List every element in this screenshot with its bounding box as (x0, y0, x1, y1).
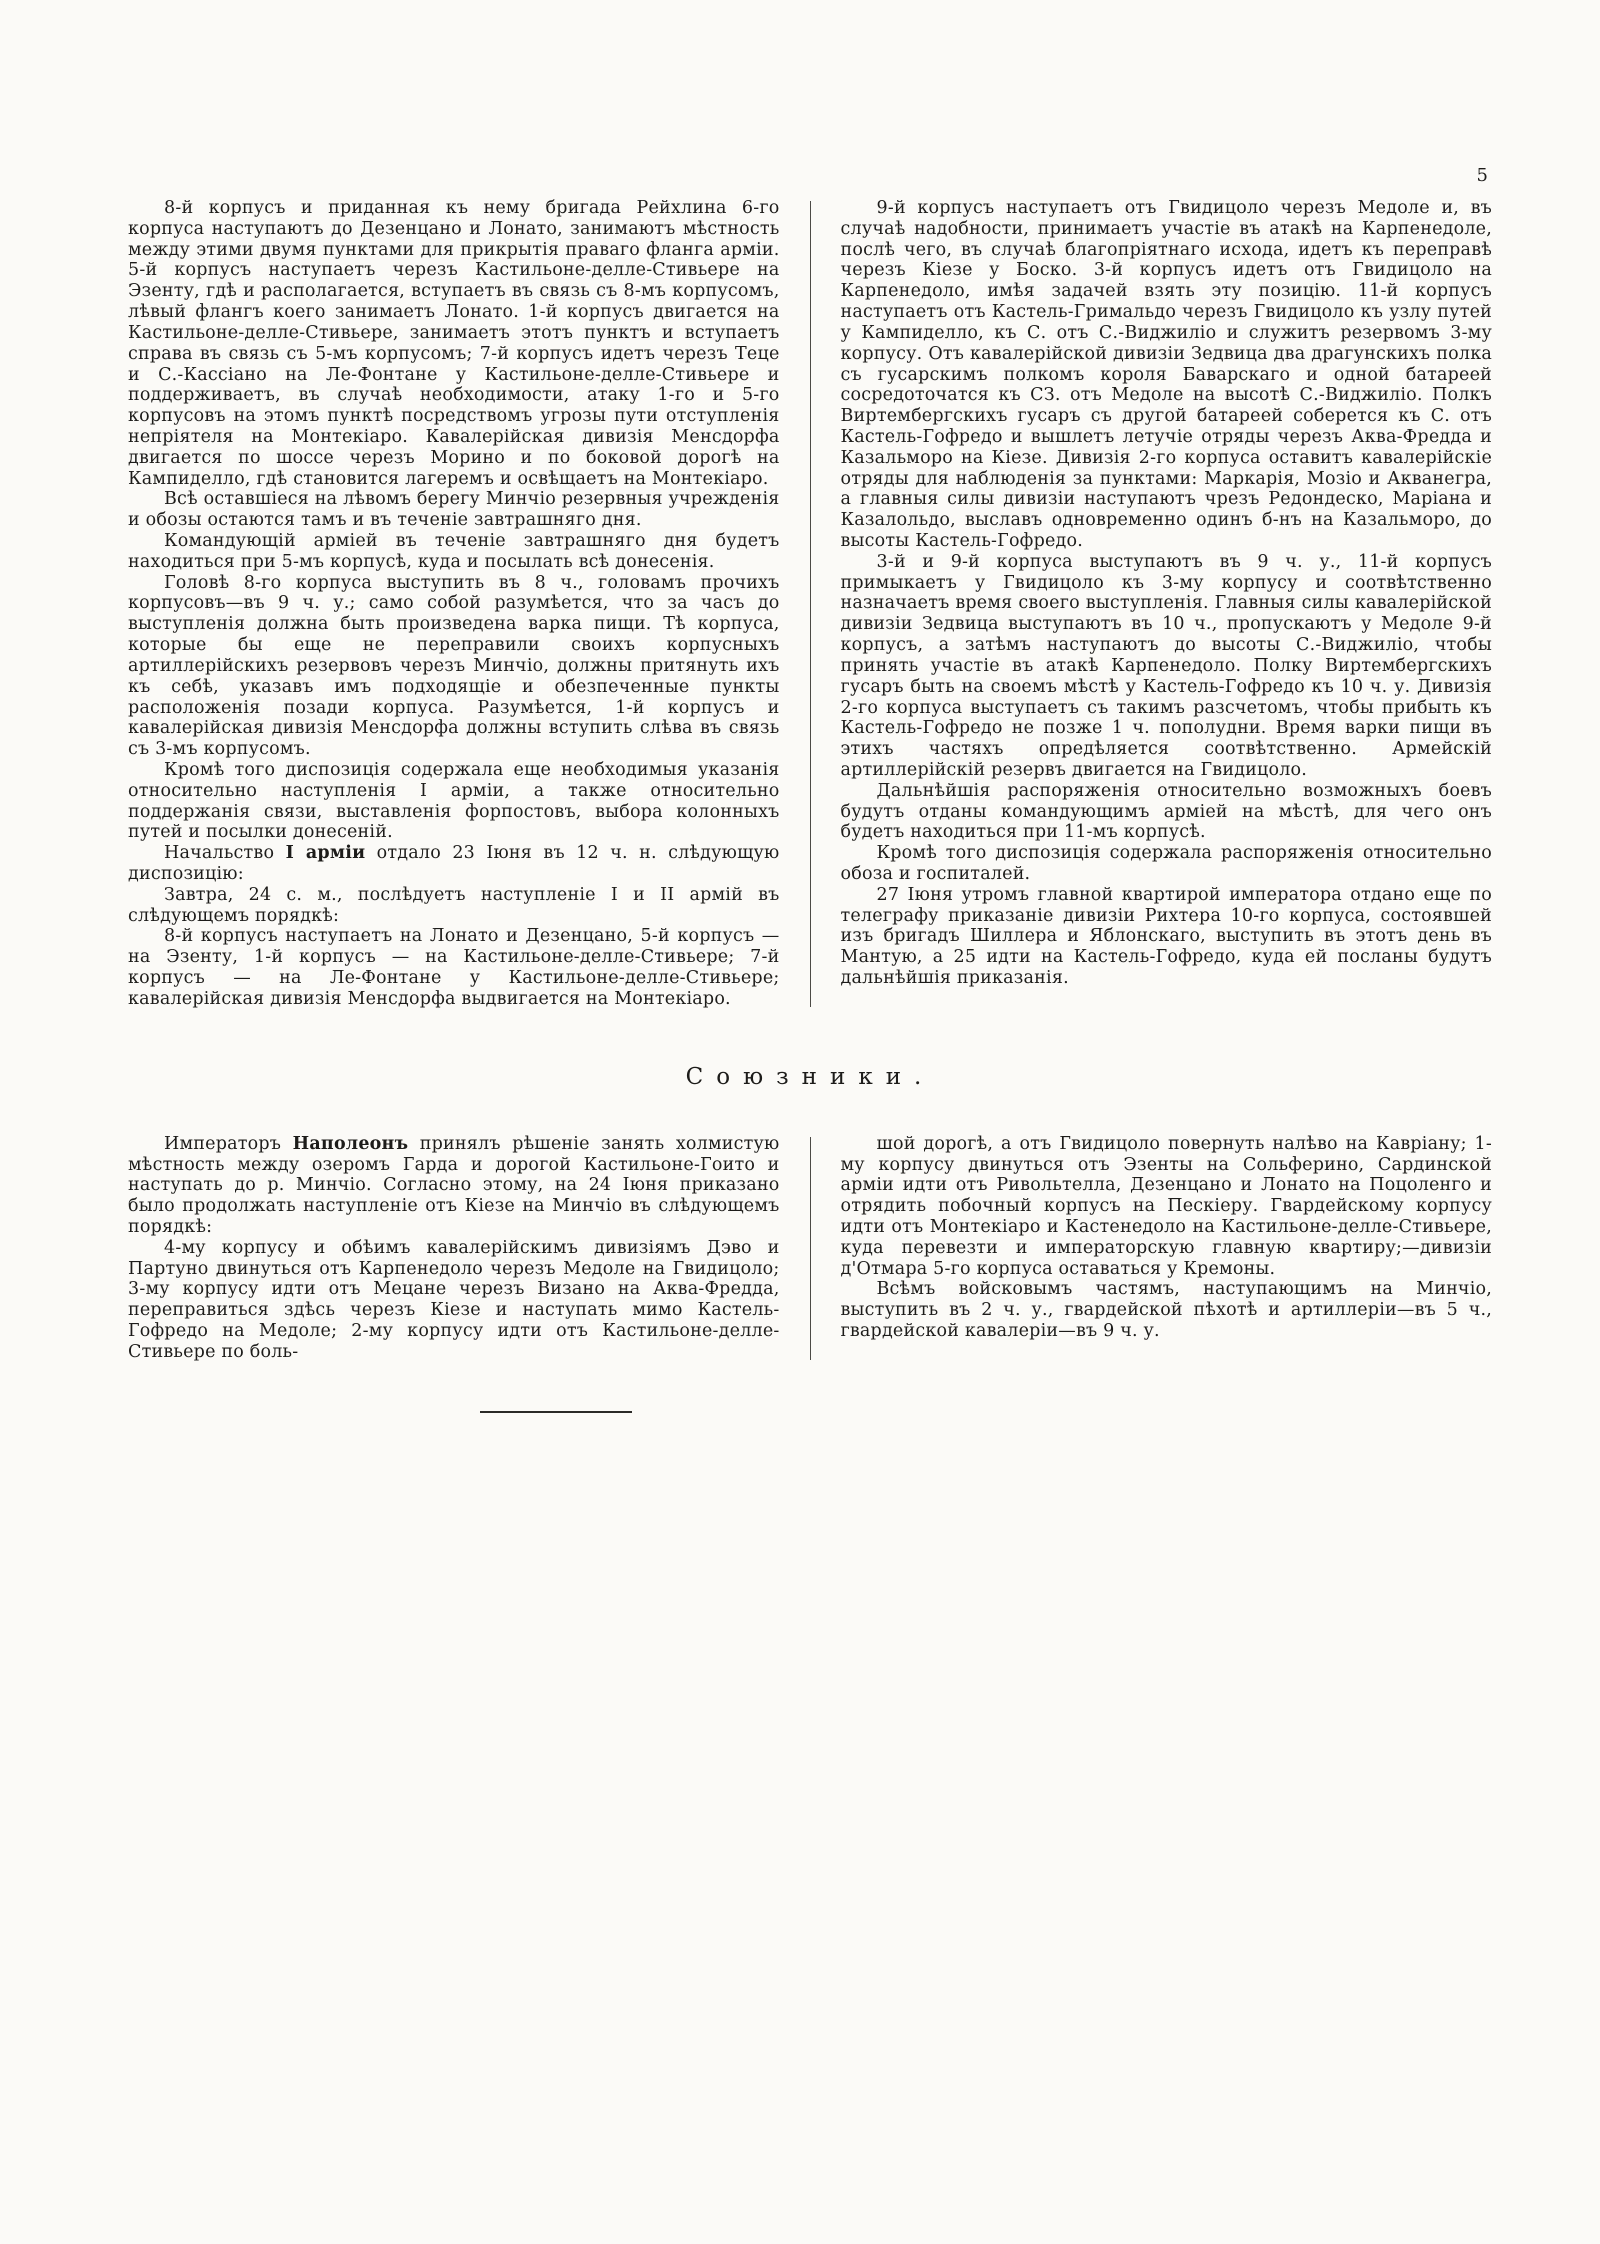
paragraph: Кромѣ того диспозиція содержала распоряженія относительно обоза и госпиталей. (840, 843, 1492, 884)
text-run: принялъ рѣшеніе занять холмистую мѣстность между озеромъ Гарда и дорогой Кастильоне-Гоито и наступать до р. Минчіо. Согласно этому, на 24 Іюня приказано было продолжать наступленіе отъ Кіезе на Минчіо въ слѣдующемъ порядкѣ: (128, 1133, 780, 1237)
paragraph: Всѣ оставшіеся на лѣвомъ берегу Минчіо резервныя учрежденія и обозы остаются тамъ и въ теченіе завтрашняго дня. (128, 489, 780, 531)
paragraph: Кромѣ того диспозиція содержала еще необходимыя указанія относительно наступленія I арміи, а также относительно поддержанія связи, выставленія форпостовъ, выбора колонныхъ путей и посылки донесеній. (128, 759, 780, 843)
text-run: Начальство (164, 843, 286, 864)
paragraph (128, 843, 780, 885)
paragraph: Головѣ 8-го корпуса выступить въ 8 ч., головамъ прочихъ корпусовъ—въ 9 ч. у.; само собой разумѣется, что за часъ до выступленія должна быть произведена варка пищи. Тѣ корпуса, которые бы еще не переправили своихъ корпусныхъ артиллерійскихъ резервовъ черезъ Минчіо, должны притянуть ихъ къ себѣ, указавъ имъ подходящіе и обезпеченные пункты расположенія позади корпуса. Разумѣется, 1-й корпусъ и кавалерійская дивизія Менсдорфа должны вступить слѣва въ связь съ 3-мъ корпусомъ. (128, 572, 780, 760)
column-divider (810, 201, 811, 1007)
section2-right-column (841, 1134, 1493, 1363)
paragraph: шой дорогѣ, а отъ Гвидицоло повернуть налѣво на Кавріану; 1-му корпусу двинуться отъ Эзенты на Сольферино, Сардинской арміи идти отъ Ривольтелла, Дезенцано и Лонато на Поцоленго и отрядить побочный корпусъ на Пескіеру. Гвардейскому корпусу идти отъ Монтекіаро и Кастенедоло на Кастильоне-делле-Стивьере, куда перевезти и императорскую главную квартиру;—дивизіи д'Отмара 5-го корпуса оставаться у Кремоны. (840, 1133, 1492, 1279)
bold-text: I арміи (285, 843, 366, 864)
paragraph: 8-й корпусъ и приданная къ нему бригада Рейхлина 6-го корпуса наступаютъ до Дезенцано и Лонато, занимаютъ мѣстность между этими двумя пунктами для прикрытія праваго фланга арміи. 5-й корпусъ наступаетъ черезъ Кастильоне-делле-Стивьере на Эзенту, гдѣ и располагается, вступаетъ въ связь съ 8-мъ корпусомъ, лѣвый флангъ коего занимаетъ Лонато. 1-й корпусъ двигается на Кастильоне-делле-Стивьере, занимаетъ этотъ пунктъ и вступаетъ справа въ связь съ 5-мъ корпусомъ; 7-й корпусъ идетъ черезъ Теце и С.-Кассіано на Ле-Фонтане у Кастильоне-делле-Стивьере и поддерживаетъ, въ случаѣ необходимости, атаку 1-го и 5-го корпусовъ на этомъ пунктѣ посредствомъ угрозы пути отступленія непріятеля на Монтекіаро. Кавалерійская дивизія Менсдорфа двигается по шоссе черезъ Морино и по боковой дорогѣ на Кампиделло, гдѣ становится лагеремъ и освѣщаетъ на Монтекіаро. (128, 198, 780, 489)
bold-text: Наполеонъ (292, 1133, 409, 1154)
text-run: Императоръ (164, 1133, 293, 1154)
section1-left-column (128, 198, 780, 1010)
paragraph: 4-му корпусу и обѣимъ кавалерійскимъ дивизіямъ Дэво и Партуно двинуться отъ Карпенедоло черезъ Медоле на Гвидицоло; 3-му корпусу идти отъ Мецане черезъ Визано на Аква-Фредда, переправиться здѣсь черезъ Кіезе и наступать мимо Кастель-Гофредо на Медоле; 2-му корпусу идти отъ Кастильоне-делле-Стивьере по боль- (128, 1237, 780, 1362)
paragraph: Завтра, 24 с. м., послѣдуетъ наступленіе I и II армій въ слѣдующемъ порядкѣ: (128, 884, 780, 926)
paragraph: Всѣмъ войсковымъ частямъ, наступающимъ на Минчіо, выступить въ 2 ч. у., гвардейской пѣхотѣ и артиллеріи—въ 5 ч., гвардейской кавалеріи—въ 9 ч. у. (840, 1279, 1492, 1341)
paragraph: 27 Іюня утромъ главной квартирой императора отдано еще по телеграфу приказаніе дивизіи Рихтера 10-го корпуса, состоявшей изъ бригадъ Шиллера и Яблонскаго, выступить въ этотъ день въ Мантую, а 25 идти на Кастель-Гофредо, куда ей посланы будутъ дальнѣйшія приказанія. (840, 884, 1492, 989)
paragraph: 3-й и 9-й корпуса выступаютъ въ 9 ч. у., 11-й корпусъ примыкаетъ у Гвидицоло къ 3-му корпусу и соотвѣтственно назначаетъ время своего выступленія. Главныя силы кавалерійской дивизіи Зедвица выступаютъ въ 10 ч., пропускаютъ у Медоле 9-й корпусъ, а затѣмъ наступаютъ до высоты С.-Виджиліо, чтобы принять участіе въ атакѣ Карпенедоло. Полку Виртембергскихъ гусаръ быть на своемъ мѣстѣ у Кастель-Гофредо къ 10 ч. у. Дивизія 2-го корпуса выступаетъ съ такимъ разсчетомъ, чтобы прибыть къ Кастель-Гофредо не позже 1 ч. пополудни. Время варки пищи въ этихъ частяхъ опредѣляется соотвѣтственно. Армейскій артиллерійскій резервъ двигается на Гвидицоло. (840, 551, 1492, 780)
section1-right-column (841, 198, 1493, 1010)
page-number: 5 (1476, 165, 1488, 186)
paragraph: 8-й корпусъ наступаетъ на Лонато и Дезенцано, 5-й корпусъ — на Эзенту, 1-й корпусъ — на Кастильоне-делле-Стивьере; 7-й корпусъ — на Ле-Фонтане у Кастильоне-делле-Стивьере; кавалерійская дивизія Менсдорфа выдвигается на Монтекіаро. (128, 926, 780, 1009)
column-divider (810, 1137, 811, 1360)
text-run: отдало 23 Іюня въ 12 ч. н. слѣдующую диспозицію: (128, 843, 780, 884)
section-heading: Союзники. (685, 1063, 935, 1090)
disposition-section (128, 198, 1492, 1010)
allies-section (128, 1134, 1492, 1363)
paragraph: Дальнѣйшія распоряженія относительно возможныхъ боевъ будутъ отданы командующимъ арміей на мѣстѣ, для чего онъ будетъ находиться при 11-мъ корпусѣ. (840, 780, 1492, 843)
section2-left-column (128, 1134, 780, 1363)
paragraph (128, 1134, 780, 1238)
end-rule (480, 1411, 632, 1413)
paragraph: Командующій арміей въ теченіе завтрашняго дня будетъ находиться при 5-мъ корпусѣ, куда и посылать всѣ донесенія. (128, 531, 780, 572)
paragraph: 9-й корпусъ наступаетъ отъ Гвидицоло черезъ Медоле и, въ случаѣ надобности, принимаетъ участіе въ атакѣ на Карпенедоле, послѣ чего, въ случаѣ благопріятнаго исхода, идетъ къ переправѣ черезъ Кіезе у Боско. 3-й корпусъ идетъ отъ Гвидицоло на Карпенедоло, имѣя задачей взять эту позицію. 11-й корпусъ наступаетъ отъ Кастель-Гримальдо черезъ Гвидицоло къ узлу путей у Кампиделло, къ С. отъ С.-Виджиліо и служитъ резервомъ 3-му корпусу. Отъ кавалерійской дивизіи Зедвица два драгунскихъ полка съ гусарскимъ полкомъ короля Баварскаго и одной батареей сосредоточатся къ СЗ. отъ Медоле на высотѣ С.-Виджиліо. Полкъ Виртембергскихъ гусаръ съ другой батареей соберется къ С. отъ Кастель-Гофредо и вышлетъ летучіе отряды черезъ Аква-Фредда и Казальморо на Кіезе. Дивизія 2-го корпуса оставитъ кавалерійскіе отряды для наблюденія за пунктами: Маркарія, Мозіо и Акванегра, а главныя силы дивизіи наступаютъ чрезъ Редондеско, Маріана и Казалольдо, выславъ одновременно одинъ б-нъ на Казальморо, до высоты Кастель-Гофредо. (840, 198, 1492, 551)
page-content (128, 198, 1492, 1413)
